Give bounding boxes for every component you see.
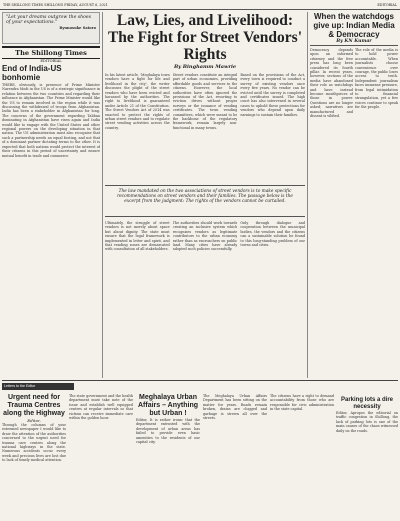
letter-6-title: Parking lots a dire necessity <box>340 397 394 410</box>
article-col-5: The authorities should work towards creating an inclusive system which recognises vendors as legitimate contributors to the urban economy rather than as encroachers on public land. Many cities have already adopted such policies successfully. <box>172 221 238 252</box>
letter-1-body: Through the columns of your esteemed newspaper I would like to draw the attention of the authorities concerned to the urgent need for trauma care centres along the national highways in the state. Numerous accidents occur every week and precious lives are lost due to lack of timely medical attention. <box>2 423 66 463</box>
column-divider <box>102 12 103 378</box>
main-article <box>105 12 305 381</box>
letter-2 <box>69 394 133 519</box>
editorial-title: End of India-US bonhomie <box>2 64 62 82</box>
column-divider <box>307 12 308 378</box>
pull-quote: The law mandated on the two associations of street vendors is to make specific recommendations on street vendors and their families. The passage below is the excerpt from the judgment: The rights of the vendors cannot be curtailed. <box>105 185 305 217</box>
quote-attribution: Ryunosuke Satoro <box>59 25 96 30</box>
quote-box <box>2 12 100 44</box>
masthead: The Shillong Times <box>2 46 100 59</box>
letter-5 <box>270 394 334 519</box>
article-headline: Law, Lies, and Livelihood: The Fight for Street Vendors' Rights <box>107 12 303 63</box>
right-col-a: Democracy depends upon an informed citizenry and the free press has long been considered its fourth pillar. In recent years, however, sections of the media have abandoned their role as watchdogs and have instead become mouthpieces of those in power. Questions are no longer asked; narratives are manufactured and dissent is vilified. <box>310 48 353 119</box>
editorial-body: THERE, obviously, is presence of Prime Minister Narendra Modi in the US is of a strategic significance in relation between the two countries and regarding their influence in Afghanistan. The Prime Minister would like the US to remain involved in the region while it was discussing the withdrawal of troops from Afghanistan. India has been a stakeholder in Afghanistan for long. The concerns of the government regarding Taliban dominating in Afghanistan have risen again and India would like to engage with the United States and other regional powers on the developing situation in that nation. The US administration must also recognise that such a partnership needs an equal footing, and not that of a dominant partner dictating terms to the other. It is expected that both nations would protect the interest of their citizens in this period of uncertainty and ensure mutual benefit in trade and commerce. <box>2 83 100 158</box>
letter-3-title: Meghalaya Urban Affairs – Anything but Urban ! <box>137 394 199 417</box>
letter-3 <box>136 394 200 498</box>
right-byline: By KN Kumar <box>310 39 398 46</box>
letter-4 <box>203 394 267 519</box>
letter-1 <box>2 394 66 509</box>
right-col-b: The role of the media is to hold power accountable. When journalists choose convenience over courage, the public loses access to truth. Independent journalism faces immense pressure, from legal intimidation to financial strangulation, yet a few voices continue to speak for the people. <box>355 48 398 110</box>
quote-text: "Let your dreams outgrow the shoes of your expectations." <box>6 15 91 26</box>
article-col-2: Street vendors constitute an integral part of urban economies, providing affordable goods and services to the citizens. However, the local authorities have often ignored the provisions of the Act, resorting to eviction drives without proper surveys or the issuance of vending certificates. The town vending committees, which were meant to be the backbone of the regulatory framework, remain largely non-functional in many towns. <box>172 73 238 130</box>
article-col-4: Ultimately, the struggle of street vendors is not merely about space but about dignity. The state must ensure that the legal framework is implemented in letter and spirit, and that vending zones are demarcated with consultation of all stakeholders. <box>105 221 170 252</box>
letter-2-body: The state government and the health department must take note of the issue and establish well equipped centres at regular intervals so that victims can receive immediate care within the golden hour. <box>69 394 133 421</box>
right-article <box>310 12 398 380</box>
right-headline: When the watchdogs give up: Indian Media & Democracy <box>313 12 395 39</box>
letter-6-body: Editor, Apropos the editorial on traffic congestion in Shillong, the lack of parking lots is one of the main causes of the chaos witnessed daily on the roads. <box>336 411 398 433</box>
letter-1-title: Urgent need for Trauma Centres along the Highway <box>3 394 65 417</box>
article-col-1: In his latest article, 'Meghalaya town vendors have a fight for life and livelihood in the city', the writer discusses the plight of the street vendors who have been evicted and harassed by the authorities. The right to livelihood is guaranteed under Article 21 of the Constitution. The Street Vendors Act of 2014 was enacted to protect the rights of urban street vendors and to regulate street vending activities across the country. <box>105 73 170 130</box>
letter-3-body: Editor, It is rather ironic that the department entrusted with the development of urban areas has failed to provide even basic amenities to the residents of our capital city. <box>136 418 200 445</box>
letter-5-body: The citizens have a right to demand accountability from those who are responsible for civic administration in the state capital. <box>270 394 334 412</box>
editorial-label: EDITORIAL <box>40 59 62 63</box>
left-column <box>2 12 100 401</box>
letter-1-salute: Editor, <box>27 418 41 423</box>
page-header <box>0 0 400 10</box>
letters-label: Letters to the Editor <box>2 383 74 390</box>
header-left: THE SHILLONG TIMES SHILLONG FRIDAY, AUGUST 6, 2021 <box>3 3 108 7</box>
letter-6 <box>336 394 398 511</box>
letter-4-body: The Meghalaya Urban Affairs Department has been sitting on the matter for years. Roads remain broken, drains are clogged and garbage is strewn all over the streets. <box>203 394 267 421</box>
header-right: EDITORIAL <box>377 3 397 7</box>
article-col-3: Based on the provisions of the Act, every town is required to conduct a survey of existing vendors once every five years. No vendor can be evicted until the survey is completed and certificates issued. The high court has also intervened in several cases to uphold these protections for vendors who depend upon daily earnings to sustain their families. <box>240 73 306 117</box>
article-col-6: Only through dialogue and cooperation between the municipal bodies, the vendors and the citizens can a sustainable solution be found to this long-standing problem of our towns and cities. <box>240 221 306 248</box>
article-byline: By Binghamm Mawrie <box>173 64 237 70</box>
